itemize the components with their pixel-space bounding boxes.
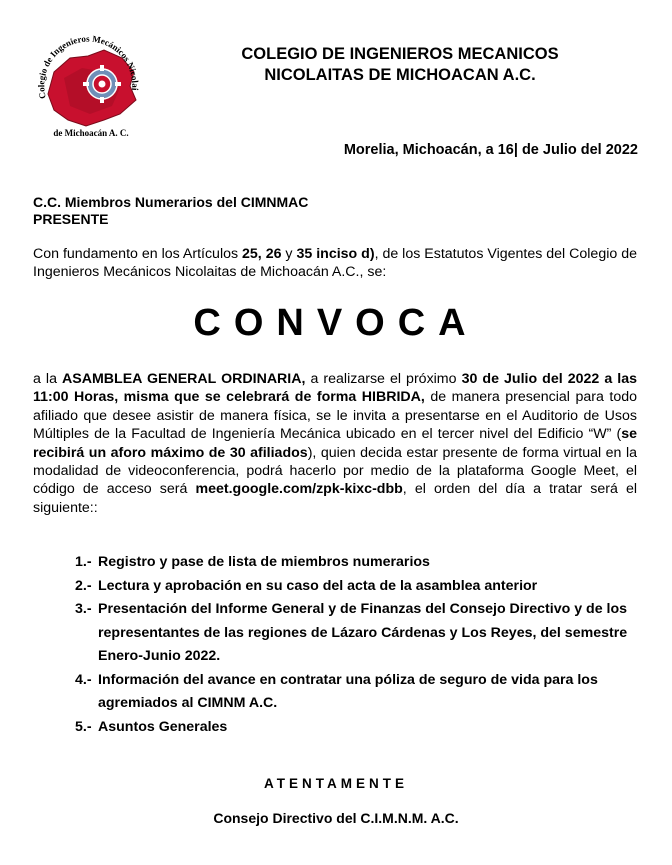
addressee-line1: C.C. Miembros Numerarios del CIMNMAC <box>33 194 309 210</box>
signature-line: Consejo Directivo del C.I.M.N.M. A.C. <box>213 810 459 826</box>
body-text-2: a realizarse el próximo <box>305 371 462 387</box>
agenda-item-text: Presentación del Informe General y de Finanzas del Consejo Directivo y de los representantes de las regiones de Lázaro Cárdenas y Los Reyes, del semestre Enero-Junio 2022. <box>98 601 628 664</box>
intro-bold-1: 25, 26 <box>242 246 282 262</box>
closing-atentamente: ATENTAMENTE <box>264 776 408 791</box>
agenda-item-number: 1.- <box>75 554 92 570</box>
body-paragraph <box>33 370 637 517</box>
college-seal-icon <box>24 28 150 142</box>
svg-text:Colegio de Ingenieros Mecánico: Colegio de Ingenieros Mecánicos Nicolai <box>36 33 141 100</box>
meeting-link: meet.google.com/zpk-kixc-dbb <box>195 481 403 498</box>
agenda-item-text: Lectura y aprobación en su caso del acta de la asamblea anterior <box>98 577 538 594</box>
agenda-item-text: Información del avance en contratar una póliza de seguro de vida para los agremiados al CIMNM A.C. <box>98 671 598 711</box>
addressee <box>33 194 308 228</box>
date-line: Morelia, Michoacán, a 16| de Julio del 2022 <box>343 142 638 158</box>
agenda-item-text: Registro y pase de lista de miembros numerarios <box>98 554 430 570</box>
agenda-item <box>75 551 635 575</box>
agenda-item-number: 4.- <box>75 671 92 688</box>
header-title <box>150 44 650 86</box>
agenda-item <box>75 598 635 669</box>
agenda-item <box>75 716 635 740</box>
college-logo <box>24 28 150 142</box>
body-text-3: de manera presencial para todo afiliado que desee asistir de manera física, se le invita a presentarse en el Auditorio de Usos Múltiples de la Facultad de Ingeniería Mecánica ubicado en el tercer nivel del Edificio “W” ( <box>33 389 637 443</box>
agenda-item-number: 5.- <box>75 718 92 735</box>
svg-text:de Michoacán A. C.: de Michoacán A. C. <box>53 128 129 138</box>
body-bold-2: 30 de Julio del 2022 a las 11:00 Horas, misma que se celebrará de forma HIBRIDA, <box>33 371 637 406</box>
body-bold-3: se recibirá un aforo máximo de 30 afiliados <box>33 426 637 461</box>
intro-bold-2: 35 inciso d) <box>296 246 375 262</box>
body-text-4: ), quien decida estar presente de forma virtual en la modalidad de videoconferencia, podrá hacerlo por medio de la plataforma Google Meet, el código de acceso será <box>33 444 637 498</box>
agenda-list <box>75 551 635 739</box>
convoca-heading: CONVOCA <box>193 302 479 344</box>
agenda-item-number: 2.- <box>75 577 92 594</box>
agenda-item <box>75 575 635 599</box>
addressee-line2: PRESENTE <box>33 211 109 227</box>
agenda-item <box>75 669 635 716</box>
header-title-line1: COLEGIO DE INGENIEROS MECANICOS <box>241 45 559 63</box>
agenda-item-text: Asuntos Generales <box>98 718 228 735</box>
intro-paragraph <box>33 245 637 281</box>
intro-text-2: y <box>281 246 297 262</box>
body-bold-1: ASAMBLEA GENERAL ORDINARIA, <box>62 371 306 387</box>
agenda-item-number: 3.- <box>75 601 92 617</box>
intro-text-3: , de los Estatutos Vigentes del Colegio de Ingenieros Mecánicos Nicolaitas de Michoacán A.C., se: <box>33 246 637 280</box>
body-text-5: , el orden del día a tratar será el siguiente:: <box>33 481 637 516</box>
intro-text-1: Con fundamento en los Artículos <box>33 246 243 262</box>
header-title-line2: NICOLAITAS DE MICHOACAN A.C. <box>264 66 536 84</box>
body-text-1: a la <box>33 371 63 387</box>
